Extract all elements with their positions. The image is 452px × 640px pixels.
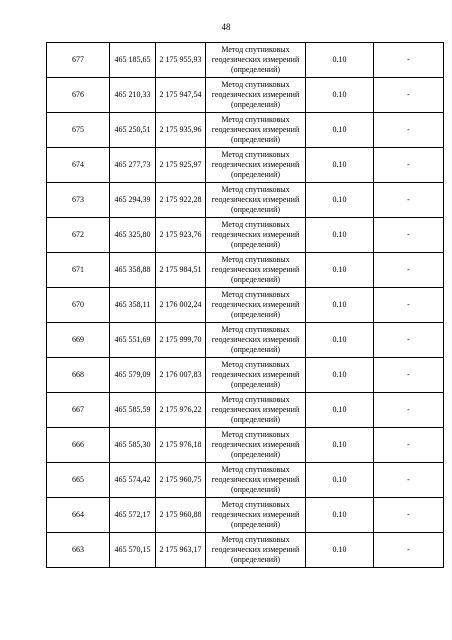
table-row xyxy=(47,113,444,148)
accuracy-cell: 0.10 xyxy=(306,428,374,463)
table-row xyxy=(47,533,444,568)
method-line: (определений) xyxy=(230,380,281,389)
note-cell: - xyxy=(374,533,444,568)
method-line: геодезических измерений xyxy=(211,160,300,169)
method-line: (определений) xyxy=(230,415,281,424)
method-cell xyxy=(206,428,306,463)
x-coordinate-cell: 465 277,73 xyxy=(110,148,156,183)
x-coordinate-cell: 465 325,80 xyxy=(110,218,156,253)
x-coordinate-cell: 465 185,65 xyxy=(110,43,156,78)
x-coordinate-cell: 465 570,15 xyxy=(110,533,156,568)
method-line: геодезических измерений xyxy=(211,405,300,414)
y-coordinate-cell: 2 175 922,28 xyxy=(156,183,206,218)
method-line: Метод спутниковых xyxy=(221,535,290,544)
accuracy-cell: 0.10 xyxy=(306,253,374,288)
method-cell xyxy=(206,78,306,113)
point-number-cell: 664 xyxy=(47,498,110,533)
accuracy-cell: 0.10 xyxy=(306,218,374,253)
y-coordinate-cell: 2 175 947,54 xyxy=(156,78,206,113)
method-line: (определений) xyxy=(230,555,281,564)
accuracy-cell: 0.10 xyxy=(306,288,374,323)
point-number-cell: 667 xyxy=(47,393,110,428)
method-line: Метод спутниковых xyxy=(221,185,290,194)
note-cell: - xyxy=(374,148,444,183)
method-line: геодезических измерений xyxy=(211,510,300,519)
y-coordinate-cell: 2 175 976,18 xyxy=(156,428,206,463)
x-coordinate-cell: 465 579,09 xyxy=(110,358,156,393)
y-coordinate-cell: 2 175 963,17 xyxy=(156,533,206,568)
method-line: (определений) xyxy=(230,310,281,319)
y-coordinate-cell: 2 175 984,51 xyxy=(156,253,206,288)
y-coordinate-cell: 2 175 935,96 xyxy=(156,113,206,148)
table-row xyxy=(47,498,444,533)
method-cell xyxy=(206,323,306,358)
x-coordinate-cell: 465 551,69 xyxy=(110,323,156,358)
accuracy-cell: 0.10 xyxy=(306,113,374,148)
method-line: Метод спутниковых xyxy=(221,360,290,369)
y-coordinate-cell: 2 176 002,24 xyxy=(156,288,206,323)
x-coordinate-cell: 465 294,39 xyxy=(110,183,156,218)
point-number-cell: 668 xyxy=(47,358,110,393)
x-coordinate-cell: 465 358,88 xyxy=(110,253,156,288)
accuracy-cell: 0.10 xyxy=(306,498,374,533)
x-coordinate-cell: 465 572,17 xyxy=(110,498,156,533)
page-number: 48 xyxy=(221,22,231,32)
note-cell: - xyxy=(374,393,444,428)
method-cell xyxy=(206,148,306,183)
x-coordinate-cell: 465 210,33 xyxy=(110,78,156,113)
y-coordinate-cell: 2 175 923,76 xyxy=(156,218,206,253)
point-number-cell: 671 xyxy=(47,253,110,288)
method-line: (определений) xyxy=(230,275,281,284)
method-cell xyxy=(206,183,306,218)
y-coordinate-cell: 2 175 955,93 xyxy=(156,43,206,78)
note-cell: - xyxy=(374,218,444,253)
point-number-cell: 663 xyxy=(47,533,110,568)
method-line: (определений) xyxy=(230,65,281,74)
point-number-cell: 674 xyxy=(47,148,110,183)
y-coordinate-cell: 2 175 960,88 xyxy=(156,498,206,533)
note-cell: - xyxy=(374,43,444,78)
y-coordinate-cell: 2 175 976,22 xyxy=(156,393,206,428)
method-line: (определений) xyxy=(230,240,281,249)
method-line: (определений) xyxy=(230,135,281,144)
method-cell xyxy=(206,358,306,393)
accuracy-cell: 0.10 xyxy=(306,183,374,218)
y-coordinate-cell: 2 176 007,83 xyxy=(156,358,206,393)
method-cell xyxy=(206,393,306,428)
note-cell: - xyxy=(374,113,444,148)
method-line: Метод спутниковых xyxy=(221,500,290,509)
method-cell xyxy=(206,218,306,253)
method-line: (определений) xyxy=(230,485,281,494)
table-row xyxy=(47,253,444,288)
coordinates-table xyxy=(46,42,444,568)
note-cell: - xyxy=(374,288,444,323)
table-body xyxy=(47,43,444,568)
method-line: Метод спутниковых xyxy=(221,395,290,404)
method-cell xyxy=(206,43,306,78)
method-line: геодезических измерений xyxy=(211,440,300,449)
method-line: геодезических измерений xyxy=(211,125,300,134)
method-line: (определений) xyxy=(230,450,281,459)
accuracy-cell: 0.10 xyxy=(306,533,374,568)
point-number-cell: 665 xyxy=(47,463,110,498)
method-line: геодезических измерений xyxy=(211,475,300,484)
method-cell xyxy=(206,113,306,148)
y-coordinate-cell: 2 175 999,70 xyxy=(156,323,206,358)
note-cell: - xyxy=(374,183,444,218)
table-row xyxy=(47,323,444,358)
table-row xyxy=(47,43,444,78)
method-line: Метод спутниковых xyxy=(221,45,290,54)
method-cell xyxy=(206,533,306,568)
point-number-cell: 670 xyxy=(47,288,110,323)
point-number-cell: 676 xyxy=(47,78,110,113)
method-line: геодезических измерений xyxy=(211,230,300,239)
method-line: геодезических измерений xyxy=(211,300,300,309)
method-line: геодезических измерений xyxy=(211,90,300,99)
note-cell: - xyxy=(374,498,444,533)
method-line: (определений) xyxy=(230,170,281,179)
method-line: Метод спутниковых xyxy=(221,325,290,334)
method-line: Метод спутниковых xyxy=(221,150,290,159)
table-row xyxy=(47,78,444,113)
y-coordinate-cell: 2 175 960,75 xyxy=(156,463,206,498)
method-line: Метод спутниковых xyxy=(221,465,290,474)
method-line: Метод спутниковых xyxy=(221,255,290,264)
point-number-cell: 666 xyxy=(47,428,110,463)
table-row xyxy=(47,218,444,253)
table-row xyxy=(47,428,444,463)
x-coordinate-cell: 465 585,59 xyxy=(110,393,156,428)
method-line: геодезических измерений xyxy=(211,55,300,64)
method-line: геодезических измерений xyxy=(211,370,300,379)
method-line: Метод спутниковых xyxy=(221,290,290,299)
accuracy-cell: 0.10 xyxy=(306,463,374,498)
point-number-cell: 677 xyxy=(47,43,110,78)
point-number-cell: 675 xyxy=(47,113,110,148)
method-line: геодезических измерений xyxy=(211,335,300,344)
table-row xyxy=(47,183,444,218)
x-coordinate-cell: 465 574,42 xyxy=(110,463,156,498)
method-cell xyxy=(206,498,306,533)
method-cell xyxy=(206,463,306,498)
method-cell xyxy=(206,253,306,288)
note-cell: - xyxy=(374,253,444,288)
method-line: Метод спутниковых xyxy=(221,80,290,89)
note-cell: - xyxy=(374,463,444,498)
method-line: геодезических измерений xyxy=(211,545,300,554)
method-line: геодезических измерений xyxy=(211,265,300,274)
method-cell xyxy=(206,288,306,323)
method-line: (определений) xyxy=(230,345,281,354)
x-coordinate-cell: 465 358,11 xyxy=(110,288,156,323)
point-number-cell: 672 xyxy=(47,218,110,253)
accuracy-cell: 0.10 xyxy=(306,43,374,78)
note-cell: - xyxy=(374,78,444,113)
method-line: Метод спутниковых xyxy=(221,115,290,124)
accuracy-cell: 0.10 xyxy=(306,323,374,358)
accuracy-cell: 0.10 xyxy=(306,393,374,428)
method-line: (определений) xyxy=(230,520,281,529)
accuracy-cell: 0.10 xyxy=(306,78,374,113)
method-line: Метод спутниковых xyxy=(221,430,290,439)
x-coordinate-cell: 465 250,51 xyxy=(110,113,156,148)
table-row xyxy=(47,463,444,498)
table-row xyxy=(47,148,444,183)
note-cell: - xyxy=(374,323,444,358)
point-number-cell: 673 xyxy=(47,183,110,218)
table-row xyxy=(47,393,444,428)
table-row xyxy=(47,288,444,323)
accuracy-cell: 0.10 xyxy=(306,148,374,183)
x-coordinate-cell: 465 585,30 xyxy=(110,428,156,463)
method-line: (определений) xyxy=(230,100,281,109)
accuracy-cell: 0.10 xyxy=(306,358,374,393)
point-number-cell: 669 xyxy=(47,323,110,358)
note-cell: - xyxy=(374,358,444,393)
table-row xyxy=(47,358,444,393)
method-line: (определений) xyxy=(230,205,281,214)
method-line: геодезических измерений xyxy=(211,195,300,204)
note-cell: - xyxy=(374,428,444,463)
y-coordinate-cell: 2 175 925,97 xyxy=(156,148,206,183)
method-line: Метод спутниковых xyxy=(221,220,290,229)
